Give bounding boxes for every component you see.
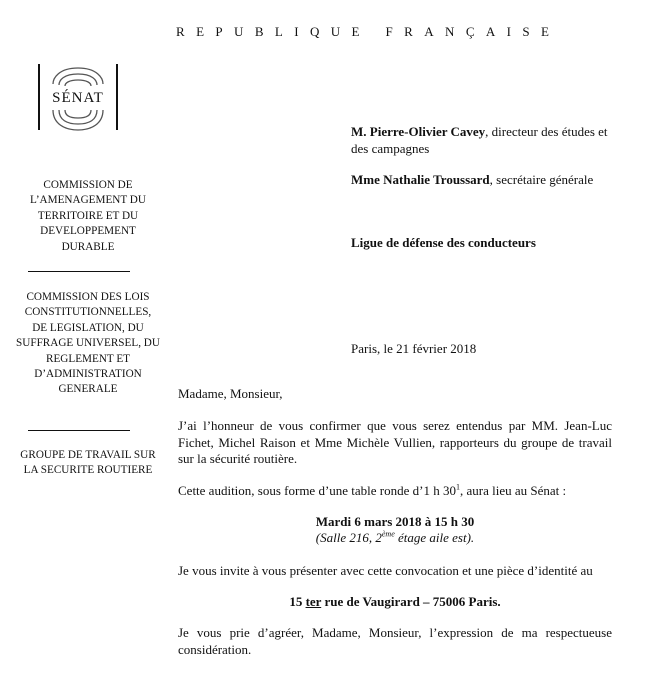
room-text: (Salle 216, 2 (315, 530, 382, 545)
address-street: rue de Vaugirard – 75006 Paris. (321, 594, 501, 609)
commission-lois: COMMISSION DES LOIS CONSTITUTIONNELLES, DE LEGISLATION, DU SUFFRAGE UNIVERSEL, DU REGLEMENT ET D’ADMINISTRATION GENERALE (16, 291, 160, 396)
recipient-organization: Ligue de défense des conducteurs (351, 235, 536, 250)
logo-wordmark: SÉNAT (52, 90, 104, 106)
recipient-2-name: Mme Nathalie Troussard (351, 172, 490, 187)
address-ter: ter (305, 594, 322, 609)
address-number: 15 (289, 594, 306, 609)
meeting-room (178, 530, 612, 547)
recipient-2 (351, 172, 621, 189)
divider (28, 430, 130, 431)
paragraph-hearing: J’ai l’honneur de vous confirmer que vous serez entendus par MM. Jean-Luc Fichet, Michel Raison et Mme Michèle Vullien, rapporteurs du groupe de travail sur la sécurité routière. (178, 418, 612, 466)
salutation: Madame, Monsieur, (178, 386, 283, 401)
room-sup: ème (381, 529, 395, 539)
senat-logo (36, 64, 120, 138)
recipient-1-name: M. Pierre-Olivier Cavey (351, 124, 486, 139)
footnote-ref: 1 (456, 482, 460, 492)
divider (28, 271, 130, 272)
meeting-address (178, 594, 612, 611)
paragraph-audition (178, 483, 612, 500)
room-text-end: étage aile est). (394, 530, 475, 545)
groupe-travail: GROUPE DE TRAVAIL SUR LA SECURITE ROUTIERE (20, 449, 156, 477)
meeting-datetime: Mardi 6 mars 2018 à 15 h 30 (315, 514, 475, 529)
letter-date: Paris, le 21 février 2018 (351, 341, 477, 356)
recipient-1-role: , directeur des études et des campagnes (351, 124, 608, 156)
recipient-1 (351, 124, 621, 157)
paragraph-invite: Je vous invite à vous présenter avec cette convocation et une pièce d’identité au (178, 563, 593, 578)
audition-text-end: , aura lieu au Sénat : (460, 483, 567, 498)
commission-amenagement: COMMISSION DE L’AMENAGEMENT DU TERRITOIRE ET DU DEVELOPPEMENT DURABLE (30, 179, 146, 253)
audition-text: Cette audition, sous forme d’une table ronde d’1 h 30 (178, 483, 456, 498)
republique-francaise-heading: REPUBLIQUE FRANÇAISE (176, 24, 561, 39)
recipient-2-role: , secrétaire générale (489, 172, 594, 187)
closing-paragraph: Je vous prie d’agréer, Madame, Monsieur, l’expression de ma respectueuse considération. (178, 625, 612, 657)
